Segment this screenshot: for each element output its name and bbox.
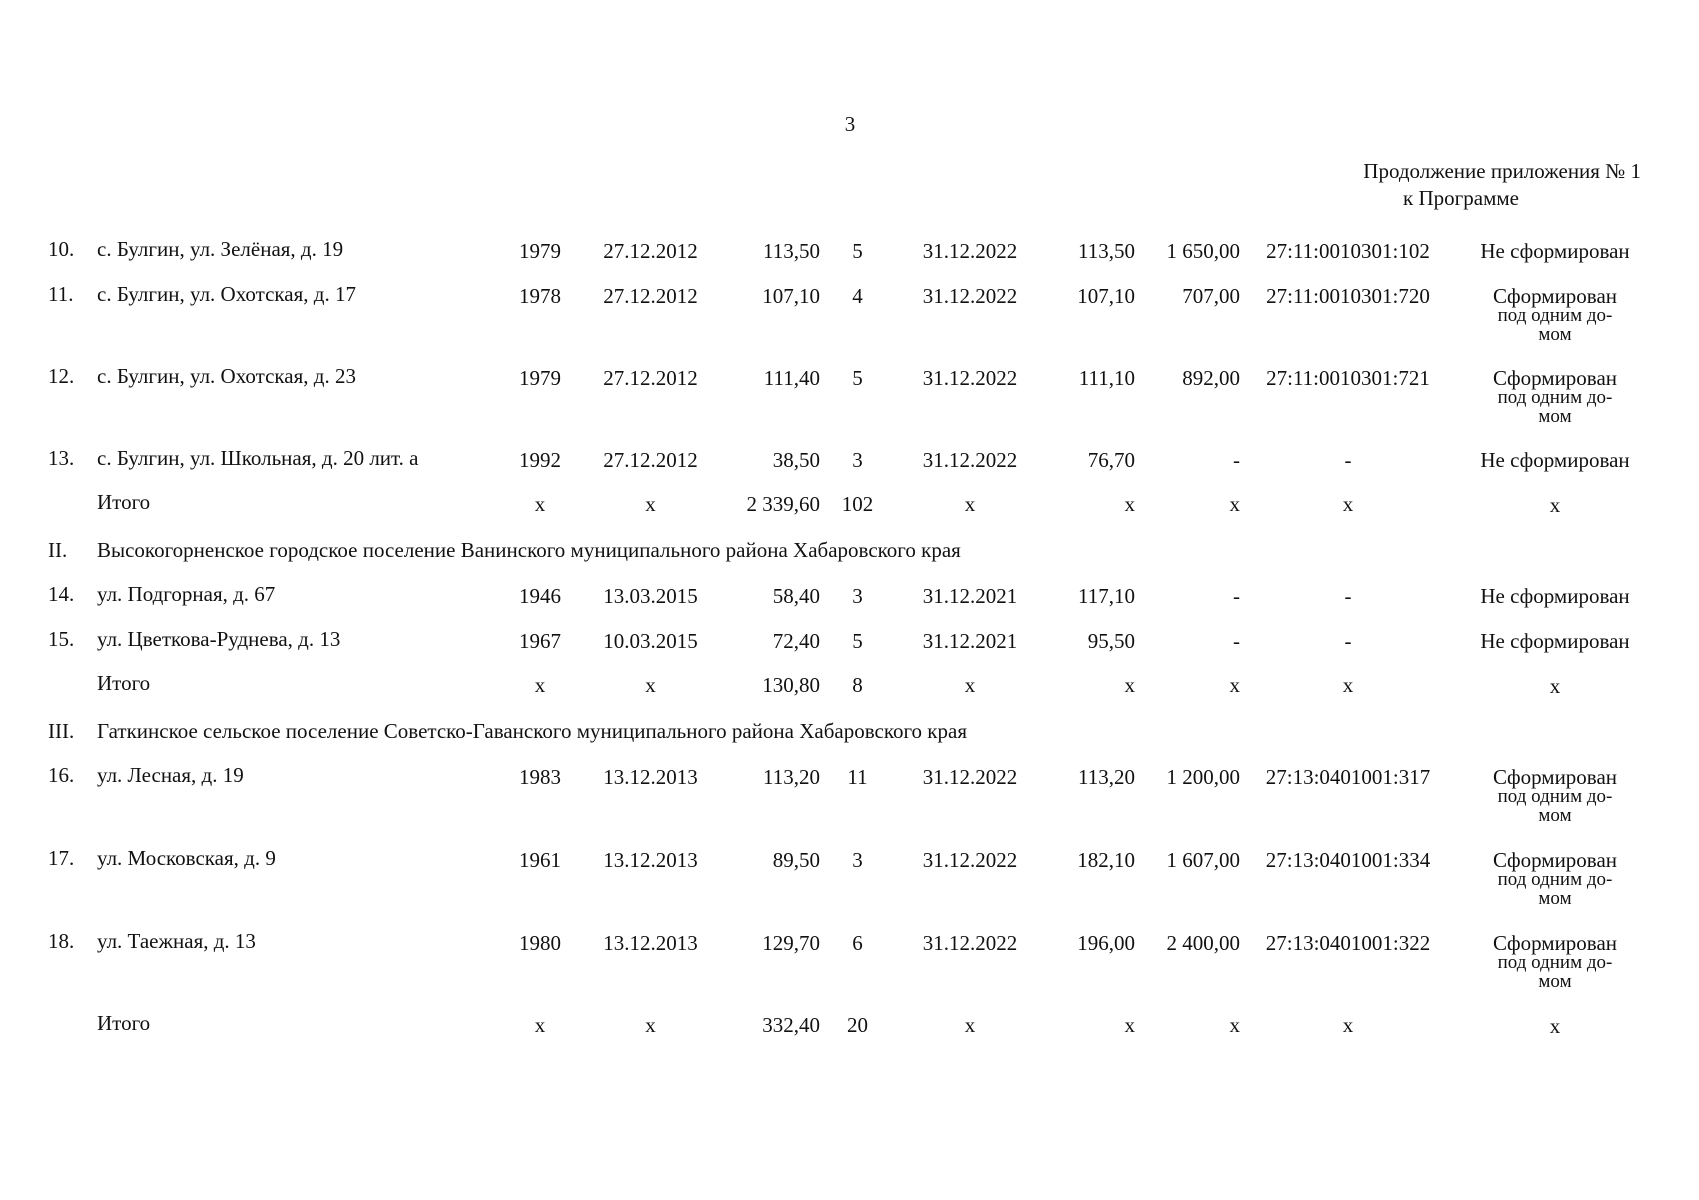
residents-cell: 5 bbox=[852, 239, 863, 263]
year-cell: 1961 bbox=[519, 848, 561, 872]
year-cell: 1978 bbox=[519, 284, 561, 308]
address-cell: Итого bbox=[97, 490, 151, 514]
area2-cell: х bbox=[1124, 492, 1135, 516]
land-status-cell bbox=[1455, 1016, 1655, 1036]
land-area-cell: х bbox=[1229, 673, 1240, 697]
land-status-cell bbox=[1455, 286, 1655, 344]
land-status-cell bbox=[1455, 767, 1655, 825]
cadastral-number-cell: х bbox=[1342, 492, 1354, 516]
resettlement-date-cell: х bbox=[964, 492, 976, 516]
land-area-cell: 2 400,00 bbox=[1166, 931, 1240, 955]
land-area-cell: 1 650,00 bbox=[1166, 239, 1240, 263]
residents-cell: 4 bbox=[852, 284, 863, 308]
address-cell: ул. Лесная, д. 19 bbox=[97, 763, 244, 787]
resettlement-date-cell: 31.12.2022 bbox=[922, 284, 1018, 308]
address-cell: ул. Таежная, д. 13 bbox=[97, 929, 256, 953]
cadastral-number-cell: х bbox=[1342, 1013, 1354, 1037]
residents-cell: 5 bbox=[852, 629, 863, 653]
area2-cell: х bbox=[1124, 673, 1135, 697]
cadastral-number-cell: 27:11:0010301:102 bbox=[1266, 239, 1430, 263]
residents-cell: 3 bbox=[852, 848, 863, 872]
page-number: 3 bbox=[844, 112, 856, 136]
area2-cell: 113,20 bbox=[1078, 765, 1135, 789]
recognition-date-cell: х bbox=[645, 1013, 656, 1037]
land-status-line: Не сформирован bbox=[1480, 629, 1630, 653]
row-number: 15. bbox=[48, 627, 75, 651]
area-cell: 332,40 bbox=[762, 1013, 820, 1037]
row-number: 11. bbox=[48, 282, 74, 306]
land-status-line: Сформирован bbox=[1492, 848, 1618, 872]
area-cell: 38,50 bbox=[772, 448, 820, 472]
land-area-cell: 1 607,00 bbox=[1166, 848, 1240, 872]
land-status-line: Сформирован bbox=[1492, 765, 1618, 789]
resettlement-date-cell: х bbox=[964, 1013, 976, 1037]
area-cell: 113,50 bbox=[763, 239, 820, 263]
recognition-date-cell: 27.12.2012 bbox=[603, 448, 698, 472]
area2-cell: 107,10 bbox=[1077, 284, 1135, 308]
row-number: 16. bbox=[48, 763, 75, 787]
cadastral-number-cell: 27:13:0401001:334 bbox=[1265, 848, 1431, 872]
address-cell: с. Булгин, ул. Зелёная, д. 19 bbox=[97, 237, 344, 261]
area-cell: 89,50 bbox=[772, 848, 820, 872]
area-cell: 107,10 bbox=[762, 284, 820, 308]
land-status-cell bbox=[1455, 495, 1655, 515]
address-cell: Итого bbox=[97, 1011, 151, 1035]
land-status-line: мом bbox=[1538, 971, 1572, 992]
area2-cell: 111,10 bbox=[1078, 366, 1135, 390]
row-number: 13. bbox=[48, 446, 75, 470]
land-status-line: Не сформирован bbox=[1480, 239, 1630, 263]
area2-cell: х bbox=[1124, 1013, 1135, 1037]
land-status-cell bbox=[1455, 850, 1655, 908]
resettlement-date-cell: 31.12.2022 bbox=[922, 848, 1018, 872]
address-cell: Итого bbox=[97, 671, 151, 695]
land-status-line: под одним до- bbox=[1497, 387, 1613, 408]
recognition-date-cell: 13.12.2013 bbox=[603, 931, 698, 955]
cadastral-number-cell: 27:13:0401001:322 bbox=[1265, 931, 1431, 955]
residents-cell: 20 bbox=[847, 1013, 868, 1037]
land-status-line: под одним до- bbox=[1497, 786, 1613, 807]
area2-cell: 95,50 bbox=[1087, 629, 1135, 653]
residents-cell: 102 bbox=[841, 492, 874, 516]
land-status-line: Сформирован bbox=[1492, 284, 1618, 308]
address-cell: ул. Московская, д. 9 bbox=[97, 846, 276, 870]
residents-cell: 6 bbox=[852, 931, 863, 955]
residents-cell: 3 bbox=[852, 448, 863, 472]
land-area-cell: х bbox=[1229, 492, 1240, 516]
recognition-date-cell: 13.03.2015 bbox=[603, 584, 698, 608]
cadastral-number-cell: 27:11:0010301:721 bbox=[1266, 366, 1430, 390]
land-status-line: х bbox=[1549, 493, 1561, 517]
land-status-line: Сформирован bbox=[1492, 931, 1618, 955]
recognition-date-cell: 27.12.2012 bbox=[603, 284, 698, 308]
area2-cell: 196,00 bbox=[1077, 931, 1135, 955]
land-status-line: мом bbox=[1538, 406, 1572, 427]
year-cell: 1983 bbox=[519, 765, 561, 789]
row-number: 14. bbox=[48, 582, 75, 606]
recognition-date-cell: 27.12.2012 bbox=[603, 366, 698, 390]
land-status-line: под одним до- bbox=[1497, 952, 1613, 973]
land-status-line: мом bbox=[1538, 805, 1572, 826]
cadastral-number-cell: - bbox=[1344, 629, 1352, 653]
land-area-cell: 1 200,00 bbox=[1166, 765, 1240, 789]
year-cell: 1967 bbox=[519, 629, 561, 653]
land-status-cell bbox=[1455, 631, 1655, 651]
area-cell: 72,40 bbox=[772, 629, 820, 653]
land-status-cell bbox=[1455, 368, 1655, 426]
section-number: II. bbox=[48, 538, 68, 562]
area-cell: 58,40 bbox=[772, 584, 820, 608]
year-cell: х bbox=[534, 673, 546, 697]
land-status-cell bbox=[1455, 586, 1655, 606]
land-status-cell bbox=[1455, 241, 1655, 261]
land-status-line: Не сформирован bbox=[1480, 584, 1630, 608]
appendix-header-line1: Продолжение приложения № 1 bbox=[1363, 159, 1641, 183]
land-area-cell: 707,00 bbox=[1182, 284, 1240, 308]
residents-cell: 8 bbox=[852, 673, 863, 697]
recognition-date-cell: х bbox=[645, 673, 656, 697]
land-status-line: под одним до- bbox=[1497, 869, 1613, 890]
resettlement-date-cell: 31.12.2022 bbox=[922, 366, 1018, 390]
row-number: 17. bbox=[48, 846, 75, 870]
area-cell: 113,20 bbox=[763, 765, 820, 789]
recognition-date-cell: 27.12.2012 bbox=[603, 239, 698, 263]
area-cell: 129,70 bbox=[762, 931, 820, 955]
land-status-line: под одним до- bbox=[1497, 305, 1613, 326]
area2-cell: 182,10 bbox=[1077, 848, 1135, 872]
land-status-line: Не сформирован bbox=[1480, 448, 1630, 472]
year-cell: 1979 bbox=[519, 239, 561, 263]
resettlement-date-cell: 31.12.2022 bbox=[922, 239, 1018, 263]
area-cell: 111,40 bbox=[763, 366, 820, 390]
appendix-header-line2: к Программе bbox=[1403, 186, 1519, 210]
row-number: 10. bbox=[48, 237, 75, 261]
land-status-cell bbox=[1455, 450, 1655, 470]
year-cell: 1979 bbox=[519, 366, 561, 390]
address-cell: с. Булгин, ул. Школьная, д. 20 лит. а bbox=[97, 446, 419, 470]
area2-cell: 113,50 bbox=[1078, 239, 1135, 263]
year-cell: 1980 bbox=[519, 931, 561, 955]
land-status-cell bbox=[1455, 933, 1655, 991]
section-title: Высокогорненское городское поселение Ванинского муниципального района Хабаровского края bbox=[97, 538, 961, 562]
land-status-line: х bbox=[1549, 674, 1561, 698]
year-cell: 1946 bbox=[519, 584, 561, 608]
cadastral-number-cell: х bbox=[1342, 673, 1354, 697]
cadastral-number-cell: - bbox=[1344, 448, 1352, 472]
residents-cell: 11 bbox=[847, 765, 868, 789]
cadastral-number-cell: 27:13:0401001:317 bbox=[1265, 765, 1431, 789]
row-number: 12. bbox=[48, 364, 75, 388]
residents-cell: 5 bbox=[852, 366, 863, 390]
land-area-cell: - bbox=[1233, 629, 1240, 653]
land-status-line: х bbox=[1549, 1014, 1561, 1038]
land-status-line: Сформирован bbox=[1492, 366, 1618, 390]
land-status-cell bbox=[1455, 676, 1655, 696]
recognition-date-cell: 10.03.2015 bbox=[603, 629, 698, 653]
year-cell: х bbox=[534, 492, 546, 516]
area-cell: 130,80 bbox=[762, 673, 820, 697]
year-cell: х bbox=[534, 1013, 546, 1037]
address-cell: ул. Подгорная, д. 67 bbox=[97, 582, 276, 606]
section-title: Гаткинское сельское поселение Советско-Гаванского муниципального района Хабаровского края bbox=[97, 719, 967, 743]
residents-cell: 3 bbox=[852, 584, 863, 608]
area2-cell: 76,70 bbox=[1087, 448, 1135, 472]
land-status-line: мом bbox=[1538, 888, 1572, 909]
address-cell: с. Булгин, ул. Охотская, д. 17 bbox=[97, 282, 356, 306]
recognition-date-cell: х bbox=[645, 492, 656, 516]
land-status-line: мом bbox=[1538, 324, 1572, 345]
resettlement-date-cell: 31.12.2022 bbox=[922, 765, 1018, 789]
cadastral-number-cell: - bbox=[1344, 584, 1352, 608]
year-cell: 1992 bbox=[519, 448, 561, 472]
recognition-date-cell: 13.12.2013 bbox=[603, 765, 698, 789]
section-number: III. bbox=[48, 719, 75, 743]
address-cell: с. Булгин, ул. Охотская, д. 23 bbox=[97, 364, 356, 388]
resettlement-date-cell: 31.12.2022 bbox=[922, 448, 1018, 472]
land-area-cell: 892,00 bbox=[1182, 366, 1240, 390]
land-area-cell: - bbox=[1233, 584, 1240, 608]
resettlement-date-cell: 31.12.2021 bbox=[922, 584, 1018, 608]
cadastral-number-cell: 27:11:0010301:720 bbox=[1266, 284, 1430, 308]
land-area-cell: - bbox=[1233, 448, 1240, 472]
land-area-cell: х bbox=[1229, 1013, 1240, 1037]
area2-cell: 117,10 bbox=[1078, 584, 1135, 608]
row-number: 18. bbox=[48, 929, 75, 953]
resettlement-date-cell: 31.12.2022 bbox=[922, 931, 1018, 955]
address-cell: ул. Цветкова-Руднева, д. 13 bbox=[97, 627, 341, 651]
recognition-date-cell: 13.12.2013 bbox=[603, 848, 698, 872]
resettlement-date-cell: 31.12.2021 bbox=[922, 629, 1018, 653]
resettlement-date-cell: х bbox=[964, 673, 976, 697]
area-cell: 2 339,60 bbox=[746, 492, 820, 516]
